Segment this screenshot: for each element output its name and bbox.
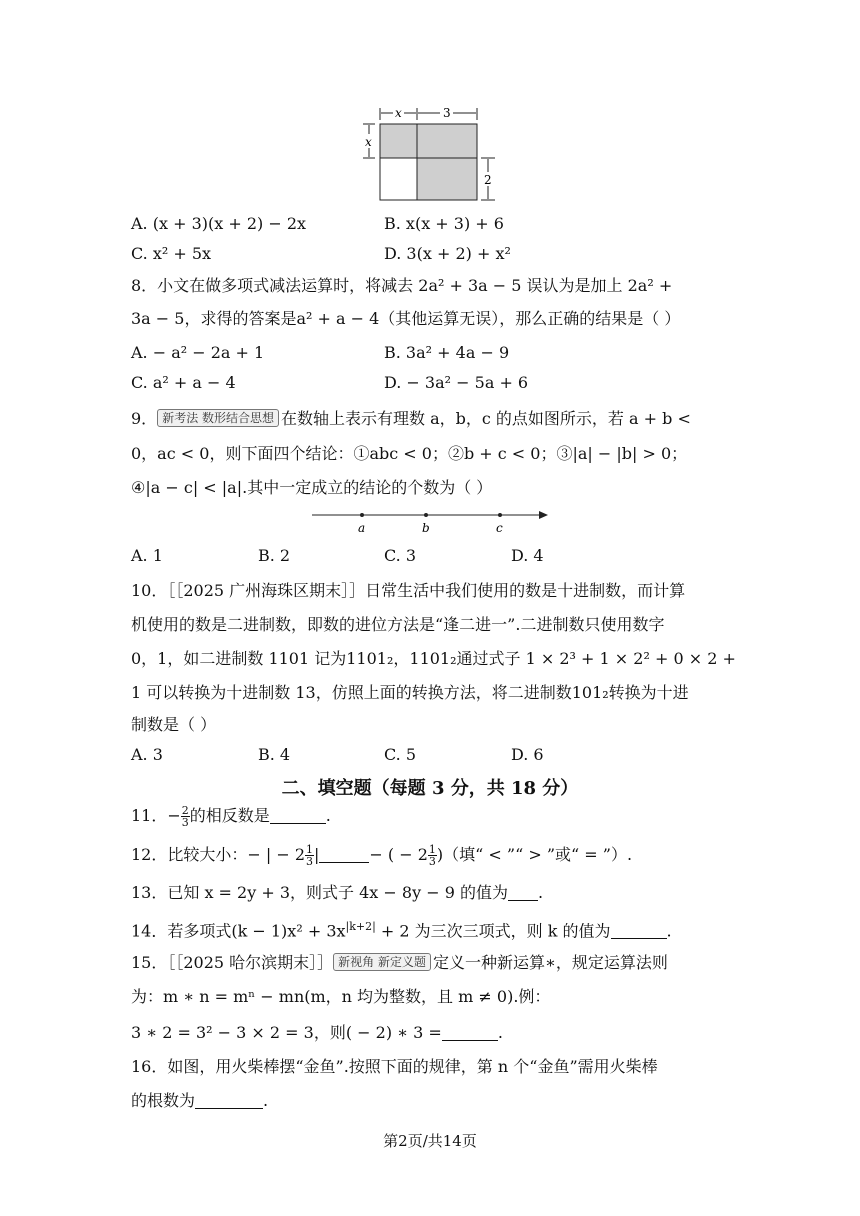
q8-option-d: D. − 3a² − 5a + 6	[384, 373, 529, 392]
q9-number: 9．	[131, 409, 158, 428]
q13-blank[interactable]	[508, 882, 538, 901]
point-b	[424, 513, 428, 517]
q9-line3: ④|a − c| < |a|.其中一定成立的结论的个数为（ ）	[131, 478, 493, 497]
q15-line3	[131, 1020, 503, 1046]
point-a	[360, 513, 364, 517]
q7-option-d: D. 3(x + 2) + x²	[384, 244, 511, 263]
label-x-left: x	[365, 135, 372, 149]
q11-numerator: 2	[181, 804, 189, 817]
q10-line5: 制数是（ ）	[131, 715, 217, 734]
section-heading: 二、填空题（每题 3 分，共 18 分）	[281, 778, 579, 799]
q10-line3: 0，1，如二进制数 1101 记为1101₂，1101₂通过式子 1 × 2³ + 1 × 2² + 0 × 2 +	[131, 649, 736, 668]
q10-option-c: C. 5	[384, 745, 417, 764]
q11-fraction	[181, 805, 190, 828]
q12-mid2: − ( − 2	[369, 845, 428, 864]
q14-blank[interactable]	[611, 920, 667, 939]
q11-end: .	[325, 806, 331, 825]
q15-text1: 定义一种新运算∗，规定运算法则	[433, 953, 668, 972]
q15-pre: 15．［［2025 哈尔滨期末］］	[131, 953, 334, 972]
q12-numerator-2: 1	[428, 843, 436, 856]
q15-line1	[131, 950, 668, 976]
q12-denominator-1: 3	[306, 855, 314, 868]
q15-blank[interactable]	[442, 1022, 498, 1041]
q9-option-b: B. 2	[258, 546, 291, 565]
label-x-top: x	[395, 106, 402, 120]
q8-line1: 8．小文在做多项式减法运算时，将减去 2a² + 3a − 5 误认为是加上 2a² +	[131, 276, 673, 295]
q13-end: .	[537, 883, 544, 902]
q9-line2: 0，ac < 0，则下面四个结论：①abc < 0；②b + c < 0；③|a| − |b| > 0；	[131, 444, 688, 463]
q14-end: .	[666, 921, 672, 941]
q7-figure	[355, 100, 505, 205]
q12-numerator-1: 1	[306, 843, 314, 856]
q12-line	[131, 842, 632, 868]
q16-line1: 16．如图，用火柴棒摆“金鱼”.按照下面的规律，第 n 个“金鱼”需用火柴棒	[131, 1057, 658, 1076]
q10-option-d: D. 6	[511, 745, 544, 764]
q15-badge: 新视角 新定义题	[333, 953, 431, 971]
label-c: c	[496, 521, 503, 535]
q8-option-b: B. 3a² + 4a − 9	[384, 343, 510, 362]
number-line	[310, 505, 555, 535]
q10-line2: 机使用的数是二进制数，即数的进位方法是“逢二进一”.二进制数只使用数字	[131, 615, 665, 634]
q11-post: 的相反数是	[189, 806, 270, 825]
q12-mid: |	[314, 845, 320, 864]
q16-text2: 的根数为	[131, 1091, 196, 1110]
q12-blank[interactable]	[319, 844, 369, 863]
shaded-top-right	[417, 124, 477, 158]
q14-exponent: |k+2|	[345, 920, 376, 933]
q9-line1	[131, 406, 691, 432]
q12-fraction-1	[305, 844, 314, 867]
q10-line1: 10．［［2025 广州海珠区期末］］日常生活中我们使用的数是十进制数，而计算	[131, 581, 686, 600]
q12-pre: 12．比较大小：− | − 2	[131, 845, 306, 864]
q9-option-d: D. 4	[511, 546, 544, 565]
q9-option-c: C. 3	[384, 546, 417, 565]
q11-blank[interactable]	[270, 805, 326, 824]
q9-option-a: A. 1	[131, 546, 163, 565]
label-a: a	[358, 521, 366, 535]
q11-denominator: 3	[181, 816, 189, 829]
q7-option-b: B. x(x + 3) + 6	[384, 214, 504, 233]
q10-option-a: A. 3	[131, 745, 163, 764]
q16-blank[interactable]	[195, 1090, 263, 1109]
q7-option-a: A. (x + 3)(x + 2) − 2x	[131, 214, 307, 233]
q14-text2: + 2 为三次三项式，则 k 的值为	[375, 921, 611, 941]
q15-text3: 3 ∗ 2 = 3² − 3 × 2 = 3，则( − 2) ∗ 3 =	[131, 1023, 442, 1042]
q7-option-c: C. x² + 5x	[131, 244, 212, 263]
q16-end: .	[263, 1091, 269, 1110]
label-3: 3	[443, 106, 451, 120]
q14-line	[131, 914, 672, 944]
label-b: b	[422, 521, 430, 535]
white-bottom-left	[380, 158, 417, 200]
q11-line	[131, 803, 331, 829]
q8-option-c: C. a² + a − 4	[131, 373, 236, 392]
q14-text: 14．若多项式(k − 1)x² + 3x	[131, 921, 346, 941]
q8-line2: 3a − 5，求得的答案是a² + a − 4（其他运算无误），那么正确的结果是（ ）	[131, 309, 681, 328]
q12-post: )（填“ < ”“ > ”或“ = ”）.	[436, 845, 633, 864]
q12-fraction-2	[428, 844, 437, 867]
q16-line2	[131, 1088, 268, 1114]
page-footer: 第2页/共14页	[383, 1132, 477, 1150]
q13-text: 13．已知 x = 2y + 3，则式子 4x − 8y − 9 的值为	[131, 883, 508, 902]
point-c	[498, 513, 502, 517]
q9-badge: 新考法 数形结合思想	[157, 409, 279, 427]
q8-option-a: A. − a² − 2a + 1	[131, 343, 265, 362]
q10-line4: 1 可以转换为十进制数 13，仿照上面的转换方法，将二进制数101₂转换为十进	[131, 683, 689, 702]
q13-line	[131, 880, 543, 906]
shaded-top-left	[380, 124, 417, 158]
q15-end: .	[497, 1023, 503, 1042]
q11-pre: 11．−	[131, 806, 181, 825]
q9-text1: 在数轴上表示有理数 a，b，c 的点如图所示，若 a + b <	[281, 409, 691, 428]
q12-denominator-2: 3	[428, 855, 436, 868]
q10-option-b: B. 4	[258, 745, 291, 764]
q15-line2: 为：m ∗ n = mⁿ − mn(m，n 均为整数，且 m ≠ 0).例：	[131, 987, 551, 1006]
shaded-bottom-right	[417, 158, 477, 200]
label-2: 2	[484, 173, 492, 187]
